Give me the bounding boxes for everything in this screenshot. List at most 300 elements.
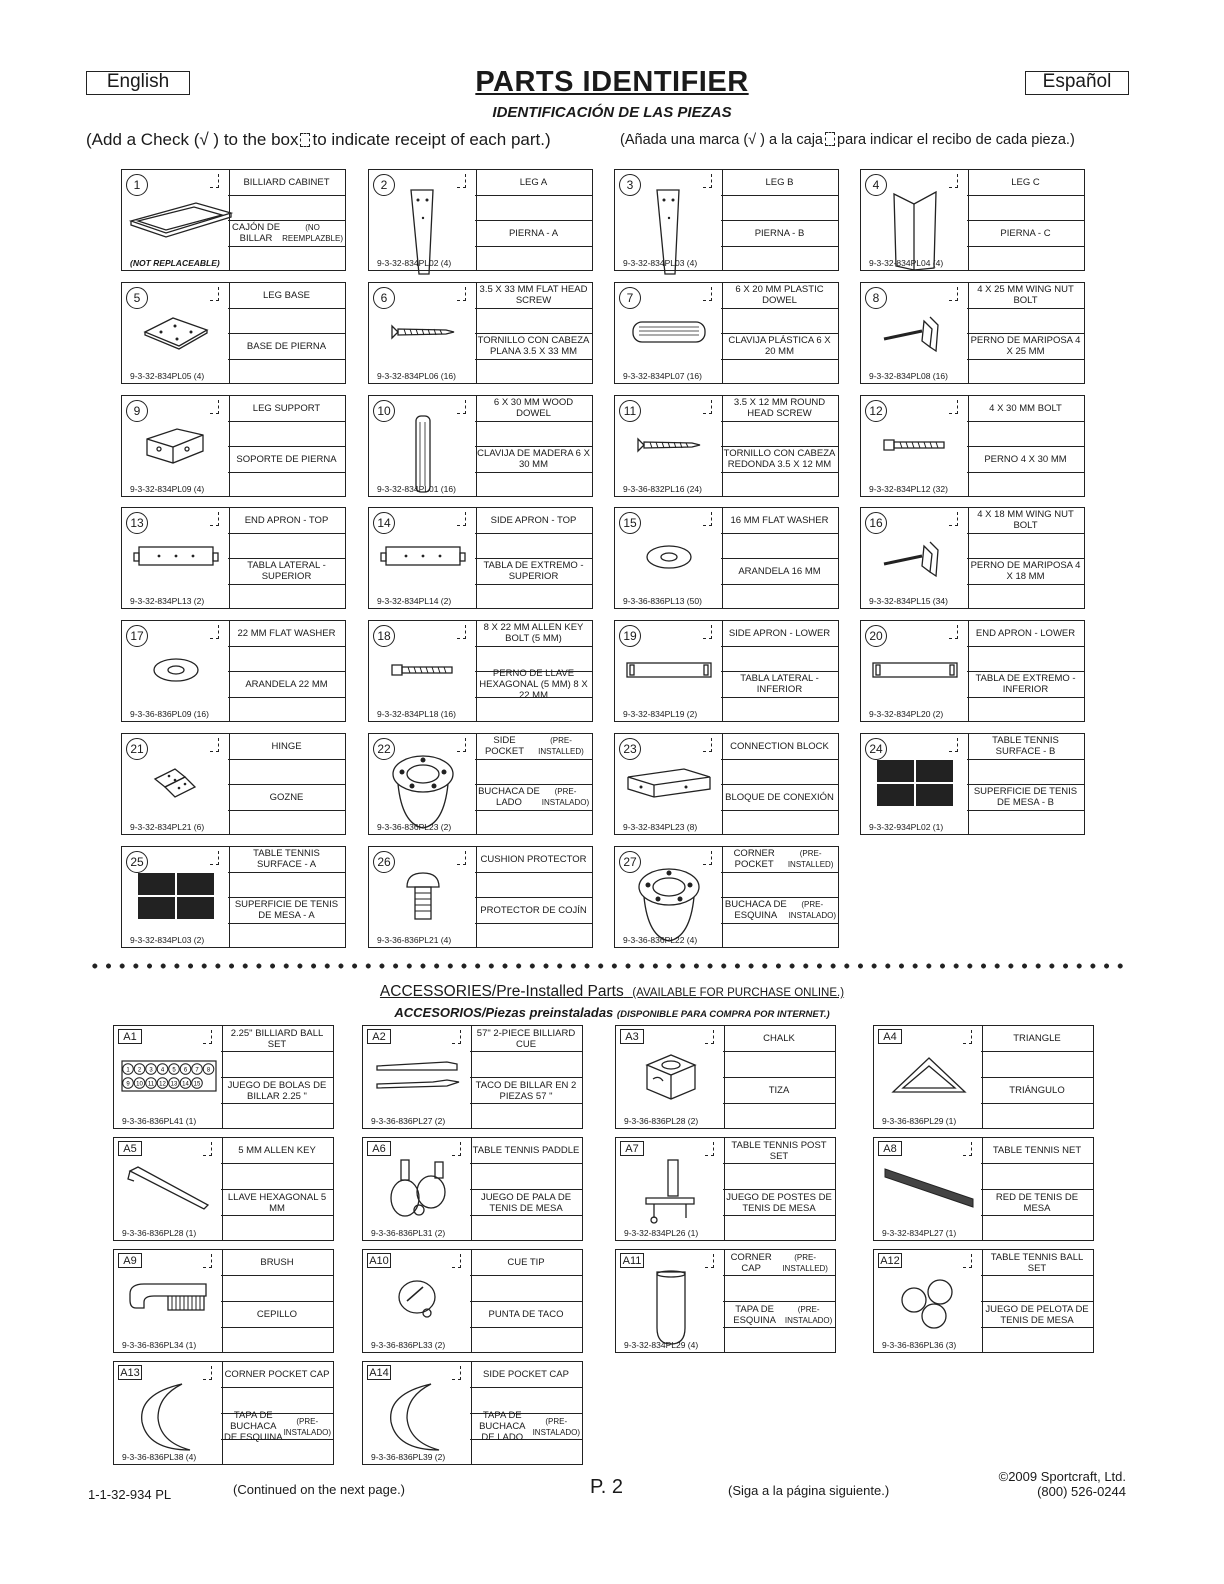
part-code: 9-3-32-834PL21 (6) [130,822,205,832]
receipt-checkbox[interactable] [452,1030,461,1044]
part-code: 9-3-36-836PL39 (2) [371,1452,446,1462]
label-row [981,1250,1093,1276]
label-row [470,1164,582,1190]
label-row [721,170,838,196]
label-column [470,1026,582,1128]
label-row [470,1078,582,1104]
item-number: 23 [619,738,641,760]
item-number: A11 [620,1253,644,1268]
label-text: LEG A [519,176,548,188]
part-image-area [874,1138,983,1240]
label-row [470,1138,582,1164]
label-row [981,1276,1093,1302]
label-column [470,1250,582,1352]
label-row [721,473,838,499]
label-text: 16 MM FLAT WASHER [730,514,829,526]
item-number: 14 [373,512,395,534]
part-code: 9-3-32-834PL26 (1) [624,1228,699,1238]
part-image-area [114,1250,223,1352]
label-column [221,1138,333,1240]
block-icon [624,763,714,808]
label-column [723,1026,835,1128]
label-row [228,698,345,724]
page-subtitle: IDENTIFICACIÓN DE LAS PIEZAS [492,104,732,121]
accessories-title: ACCESSORIES/Pre-Installed Parts (AVAILABLE FOR PURCHASE ONLINE.) [379,983,845,1000]
document-code: 1-1-32-934 PL [88,1487,172,1502]
receipt-checkbox[interactable] [457,400,466,414]
receipt-checkbox[interactable] [210,287,219,301]
label-text: 3.5 X 33 MM FLAT HEAD SCREW [479,284,588,307]
item-number: 6 [373,287,395,309]
part-image-area [122,170,230,270]
label-row [475,847,592,873]
part-code: 9-3-32-834PL12 (32) [869,484,948,494]
dowel-icon [629,318,709,351]
plate-icon [141,312,211,357]
receipt-checkbox[interactable] [210,174,219,188]
label-text: SIDE POCKET CAP [483,1369,569,1380]
label-text: LLAVE HEXAGONAL 5 MM [227,1191,327,1214]
part-image-area [369,283,477,383]
part-card [860,507,1085,609]
item-number: A10 [367,1253,391,1268]
svg-text:14: 14 [181,1081,189,1088]
label-text: ARANDELA 22 MM [245,678,328,690]
part-card [121,282,346,384]
item-number: 2 [373,174,395,196]
leg-icon [403,188,443,283]
page-number: P. 2 [590,1476,623,1498]
label-text: PERNO DE LLAVE HEXAGONAL (5 MM) 8 X 22 MM [479,667,588,701]
label-column [721,283,838,383]
receipt-checkbox[interactable] [703,851,712,865]
label-row [475,422,592,448]
label-row [721,873,838,899]
item-number: A4 [878,1029,902,1044]
label-text: SIDE APRON - TOP [490,514,577,526]
receipt-checkbox[interactable] [703,400,712,414]
item-number: A1 [118,1029,142,1044]
item-number: 13 [126,512,148,534]
label-text: 22 MM FLAT WASHER [237,627,336,639]
receipt-checkbox[interactable] [703,287,712,301]
label-row [475,170,592,196]
label-row [228,585,345,611]
label-subtext: (PRE-INSTALADO) [788,900,836,921]
label-row [221,1190,333,1216]
label-row [723,1052,835,1078]
label-text: 4 X 30 MM BOLT [989,402,1062,414]
label-row [221,1410,333,1443]
item-number: 10 [373,400,395,422]
receipt-checkbox[interactable] [210,625,219,639]
accessory-card [615,1137,836,1241]
label-row [221,1104,333,1130]
continued-note-spanish: (Siga a la página siguiente.) [728,1483,890,1498]
receipt-checkbox[interactable] [963,1254,972,1268]
label-column [967,283,1084,383]
label-column [721,170,838,270]
label-column [967,396,1084,496]
brush-icon [124,1280,214,1325]
label-text: SIDE POCKET [484,735,525,758]
label-row [228,283,345,309]
part-code: 9-3-36-832PL16 (24) [623,484,702,494]
label-text: LEG C [1011,176,1040,188]
hinge-icon [151,763,201,808]
part-image-area [122,621,230,721]
receipt-checkbox[interactable] [703,738,712,752]
accessory-card [362,1025,583,1129]
label-row [228,760,345,786]
label-row [723,1276,835,1302]
label-text: TACO DE BILLAR EN 2 PIEZAS 57 " [475,1079,577,1102]
label-text: SUPERFICIE DE TENIS DE MESA - A [234,899,339,922]
label-row [475,473,592,499]
receipt-checkbox[interactable] [705,1030,714,1044]
part-code: 9-3-36-836PL13 (50) [623,596,702,606]
label-row [967,508,1084,534]
label-row [721,734,838,760]
part-image-area [615,396,723,496]
receipt-checkbox[interactable] [457,625,466,639]
instructions-spanish: (Añada una marca (√ ) a la caja para indicar el recibo de cada pieza.) [620,132,1075,148]
part-image-area [615,508,723,608]
label-row [475,334,592,360]
receipt-checkbox[interactable] [705,1142,714,1156]
tennis-surface-icon [875,758,955,813]
label-column [475,734,592,834]
receipt-checkbox[interactable] [705,1254,714,1268]
part-image-area [114,1026,223,1128]
checkbox-sample-icon [300,133,310,147]
item-number: 26 [373,851,395,873]
part-code: 9-3-32-834PL04 (4) [869,258,944,268]
part-code: 9-3-32-834PL20 (2) [869,709,944,719]
label-row [470,1052,582,1078]
svg-text:12: 12 [158,1081,166,1088]
label-text: JUEGO DE PELOTA DE TENIS DE MESA [985,1303,1089,1326]
label-column [721,396,838,496]
part-image-area [861,396,969,496]
dotted-divider [88,962,1128,970]
receipt-checkbox[interactable] [452,1366,461,1380]
label-text: TABLA DE EXTREMO - SUPERIOR [483,560,584,583]
label-row [967,672,1084,698]
label-row [981,1164,1093,1190]
label-row [723,1216,835,1242]
label-row [475,785,592,811]
label-row [475,247,592,273]
label-subtext: (PRE-INSTALLED) [787,849,834,870]
part-image-area [122,734,230,834]
label-column [967,170,1084,270]
label-row [967,360,1084,386]
receipt-checkbox[interactable] [452,1142,461,1156]
label-text: BASE DE PIERNA [246,340,327,352]
part-card [368,395,593,497]
tennis-surface-icon [136,871,216,926]
label-row [221,1362,333,1388]
receipt-checkbox[interactable] [703,512,712,526]
label-row [723,1164,835,1190]
part-code: 9-3-32-834PL14 (2) [377,596,452,606]
label-row [228,396,345,422]
label-row [475,559,592,585]
label-text: PERNO 4 X 30 MM [984,453,1067,465]
part-card [121,846,346,948]
svg-text:4: 4 [160,1067,164,1074]
accessory-card [362,1249,583,1353]
label-text: 3.5 X 12 MM ROUND HEAD SCREW [733,397,826,420]
label-row [228,447,345,473]
label-column [221,1362,333,1464]
label-row [723,1026,835,1052]
receipt-checkbox[interactable] [949,287,958,301]
receipt-checkbox[interactable] [457,851,466,865]
label-row [721,811,838,837]
item-number: 8 [865,287,887,309]
label-text: CHALK [763,1033,795,1044]
tennis-balls-icon [894,1270,964,1335]
item-number: 24 [865,738,887,760]
label-text: 2.25" BILLIARD BALL SET [230,1027,324,1050]
part-image-area [122,508,230,608]
label-row [981,1052,1093,1078]
label-text: HINGE [271,740,302,752]
receipt-checkbox[interactable] [949,625,958,639]
item-number: 20 [865,625,887,647]
receipt-checkbox[interactable] [203,1254,212,1268]
net-icon [881,1163,977,1218]
label-row [967,534,1084,560]
part-card [860,282,1085,384]
part-image-area [369,621,477,721]
label-row [228,672,345,698]
part-card [121,395,346,497]
part-image-area [861,170,969,270]
receipt-checkbox[interactable] [210,512,219,526]
label-row [228,873,345,899]
label-row [967,734,1084,760]
receipt-checkbox[interactable] [703,625,712,639]
part-image-area [369,847,477,947]
part-code: 9-3-32-834PL01 (16) [377,484,456,494]
label-row [221,1216,333,1242]
label-column [228,283,345,383]
part-image-area [615,734,723,834]
label-row [967,647,1084,673]
label-text: PUNTA DE TACO [488,1309,564,1320]
part-image-area [363,1026,472,1128]
item-number: A2 [367,1029,391,1044]
label-row [967,309,1084,335]
label-row [981,1138,1093,1164]
label-column [228,508,345,608]
label-text: PROTECTOR DE COJÍN [480,904,587,916]
label-row [475,667,592,701]
label-column [221,1026,333,1128]
label-row [967,760,1084,786]
receipt-checkbox[interactable] [203,1366,212,1380]
post-icon [636,1156,706,1231]
label-column [721,508,838,608]
item-number: 7 [619,287,641,309]
accessory-card [362,1137,583,1241]
label-row [723,1328,835,1354]
label-text: CAJÓN DE BILLAR [232,222,281,245]
label-subtext: (PRE-INSTALLED) [538,736,584,757]
label-row [721,898,838,924]
part-code: 9-3-36-836PL28 (2) [624,1116,699,1126]
label-row [228,422,345,448]
receipt-checkbox[interactable] [949,738,958,752]
label-row [470,1026,582,1052]
receipt-checkbox[interactable] [949,512,958,526]
item-number: A13 [118,1365,142,1380]
part-card [614,620,839,722]
part-code: 9-3-36-836PL22 (4) [623,935,698,945]
part-card [860,169,1085,271]
receipt-checkbox[interactable] [457,174,466,188]
label-row [475,309,592,335]
chalk-icon [641,1049,701,1109]
receipt-checkbox[interactable] [203,1030,212,1044]
label-row [981,1104,1093,1130]
label-column [475,396,592,496]
label-text: SOPORTE DE PIERNA [236,453,337,465]
svg-text:2: 2 [137,1067,141,1074]
receipt-checkbox[interactable] [203,1142,212,1156]
label-row [967,621,1084,647]
item-number: 1 [126,174,148,196]
label-row [475,360,592,386]
item-number: 11 [619,400,641,422]
label-row [228,898,345,924]
receipt-checkbox[interactable] [949,174,958,188]
part-card [121,169,346,271]
receipt-checkbox[interactable] [949,400,958,414]
part-card [860,620,1085,722]
item-number: A9 [118,1253,142,1268]
label-row [967,247,1084,273]
label-row [228,734,345,760]
part-card [121,620,346,722]
cue-icon [373,1056,463,1101]
spanish-label: Español [1025,71,1129,95]
label-row [475,508,592,534]
accessory-card [113,1249,334,1353]
receipt-checkbox[interactable] [452,1254,461,1268]
label-row [721,621,838,647]
part-code: 9-3-36-836PL36 (3) [882,1340,957,1350]
label-row [228,924,345,950]
label-row [721,559,838,585]
label-text: TAPA DE ESQUINA [733,1303,776,1326]
label-row [967,283,1084,309]
receipt-checkbox[interactable] [210,851,219,865]
label-text: JUEGO DE BOLAS DE BILLAR 2.25 " [227,1079,327,1102]
part-image-area [114,1138,223,1240]
label-row [721,221,838,247]
label-row [981,1302,1093,1328]
label-text: 6 X 20 MM PLASTIC DOWEL [735,284,824,307]
receipt-checkbox[interactable] [963,1030,972,1044]
svg-text:7: 7 [194,1067,199,1074]
item-number: A5 [118,1141,142,1156]
part-card [368,282,593,384]
item-number: 4 [865,174,887,196]
label-row [967,396,1084,422]
label-row [228,559,345,585]
accessory-card [873,1249,1094,1353]
part-code: 9-3-36-836PL27 (2) [371,1116,446,1126]
receipt-checkbox[interactable] [703,174,712,188]
label-column [723,1138,835,1240]
receipt-checkbox[interactable] [210,400,219,414]
label-row [228,196,345,222]
label-text: BRUSH [260,1257,294,1268]
continued-note-english: (Continued on the next page.) [233,1482,406,1497]
label-row [221,1250,333,1276]
part-code: 9-3-32-834PL03 (2) [130,935,205,945]
label-column [967,734,1084,834]
label-row [981,1190,1093,1216]
label-row [721,247,838,273]
receipt-checkbox[interactable] [457,738,466,752]
copyright: ©2009 Sportcraft, Ltd. [998,1469,1126,1484]
label-text: TABLE TENNIS BALL SET [990,1251,1084,1274]
label-row [221,1302,333,1328]
label-row [470,1190,582,1216]
svg-text:15: 15 [193,1081,200,1088]
part-image-area [122,396,230,496]
label-row [981,1026,1093,1052]
cabinet-icon [126,199,236,244]
label-row [221,1138,333,1164]
label-row [981,1078,1093,1104]
part-card [368,846,593,948]
label-text: END APRON - TOP [244,514,329,526]
item-number: 17 [126,625,148,647]
label-row [721,647,838,673]
not-replaceable-note: (NOT REPLACEABLE) [130,258,220,268]
phone-number: (800) 526-0244 [1037,1484,1126,1499]
label-row [475,698,592,724]
receipt-checkbox[interactable] [210,738,219,752]
receipt-checkbox[interactable] [457,512,466,526]
label-text: BLOQUE DE CONEXIÓN [725,791,834,803]
label-column [475,283,592,383]
part-card [614,395,839,497]
bolt-icon [388,659,458,686]
svg-text:5: 5 [171,1067,176,1074]
label-row [228,811,345,837]
label-row [723,1138,835,1164]
part-image-area [861,508,969,608]
receipt-checkbox[interactable] [457,287,466,301]
label-text: PIERNA - A [508,227,559,239]
item-number: A8 [878,1141,902,1156]
label-row [475,585,592,611]
label-row [721,785,838,811]
label-row [228,508,345,534]
label-row [967,785,1084,811]
label-text: 8 X 22 MM ALLEN KEY BOLT (5 MM) [483,622,584,645]
label-text: PERNO DE MARIPOSA 4 X 25 MM [970,335,1081,358]
receipt-checkbox[interactable] [963,1142,972,1156]
label-text: 4 X 25 MM WING NUT BOLT [977,284,1074,307]
